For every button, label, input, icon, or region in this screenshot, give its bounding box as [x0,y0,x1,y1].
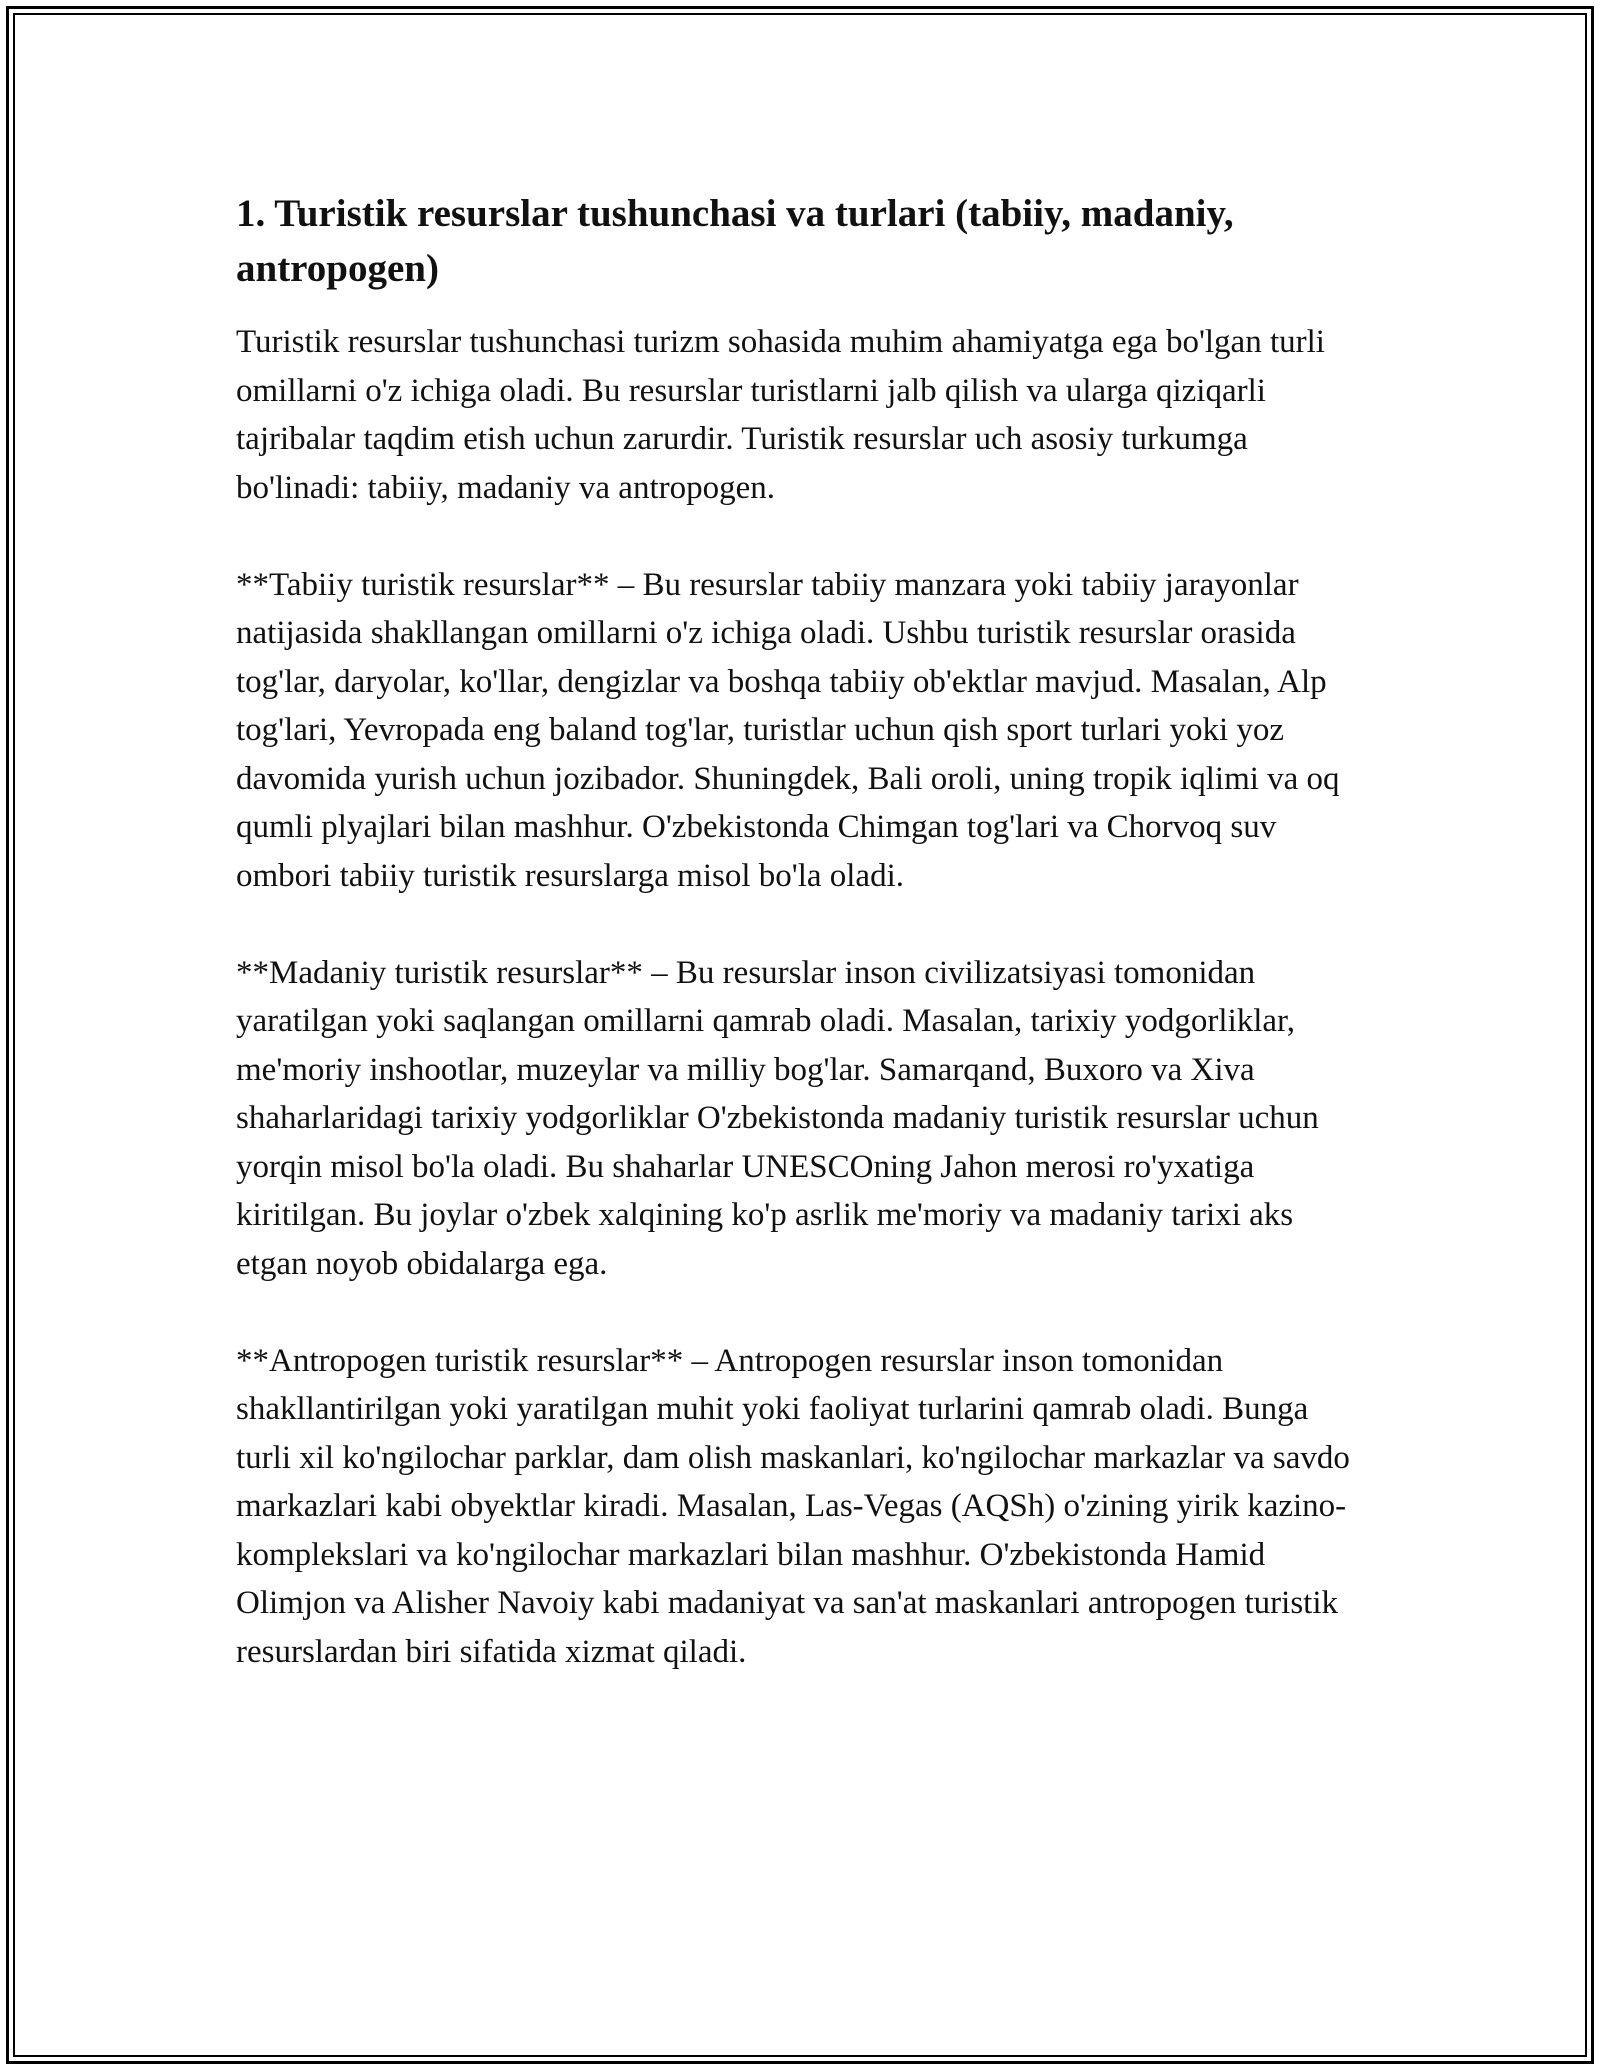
section-heading: 1. Turistik resurslar tushunchasi va turlari (tabiiy, madaniy, antropogen) [236,192,1234,290]
document-content [236,186,1366,1676]
paragraph-intro: Turistik resurslar tushunchasi turizm sohasida muhim ahamiyatga ega bo'lgan turli omillarni o'z ichiga oladi. Bu resurslar turistlarni jalb qilish va ularga qiziqarli tajribalar taqdim etish uchun zarurdir. Turistik resurslar uch asosiy turkumga bo'linadi: tabiiy, madaniy va antropogen. [236,324,1325,506]
paragraph-cultural-resources: **Madaniy turistik resurslar** – Bu resurslar inson civilizatsiyasi tomonidan yaratilgan yoki saqlangan omillarni qamrab oladi. Masalan, tarixiy yodgorliklar, me'moriy inshootlar, muzeylar va milliy bog'lar. Samarqand, Buxoro va Xiva shaharlaridagi tarixiy yodgorliklar O'zbekistonda madaniy turistik resurslar uchun yorqin misol bo'la oladi. Bu shaharlar UNESCOning Jahon merosi ro'yxatiga kiritilgan. Bu joylar o'zbek xalqining ko'p asrlik me'moriy va madaniy tarixi aks etgan noyob obidalarga ega. [236,954,1319,1282]
paragraph-anthropogenic-resources: **Antropogen turistik resurslar** – Antropogen resurslar inson tomonidan shakllantirilgan yoki yaratilgan muhit yoki faoliyat turlarini qamrab oladi. Bunga turli xil ko'ngilochar parklar, dam olish maskanlari, ko'ngilochar markazlar va savdo markazlari kabi obyektlar kiradi. Masalan, Las-Vegas (AQSh) o'zining yirik kazino-komplekslari va ko'ngilochar markazlari bilan mashhur. O'zbekistonda Hamid Olimjon va Alisher Navoiy kabi madaniyat va san'at maskanlari antropogen turistik resurslardan biri sifatida xizmat qiladi. [236,1342,1350,1670]
paragraph-natural-resources: **Tabiiy turistik resurslar** – Bu resurslar tabiiy manzara yoki tabiiy jarayonlar natijasida shakllangan omillarni o'z ichiga oladi. Ushbu turistik resurslar orasida tog'lar, daryolar, ko'llar, dengizlar va boshqa tabiiy ob'ektlar mavjud. Masalan, Alp tog'lari, Yevropada eng baland tog'lar, turistlar uchun qish sport turlari yoki yoz davomida yurish uchun jozibador. Shuningdek, Bali oroli, uning tropik iqlimi va oq qumli plyajlari bilan mashhur. O'zbekistonda Chimgan tog'lari va Chorvoq suv ombori tabiiy turistik resurslarga misol bo'la oladi. [236,566,1340,894]
